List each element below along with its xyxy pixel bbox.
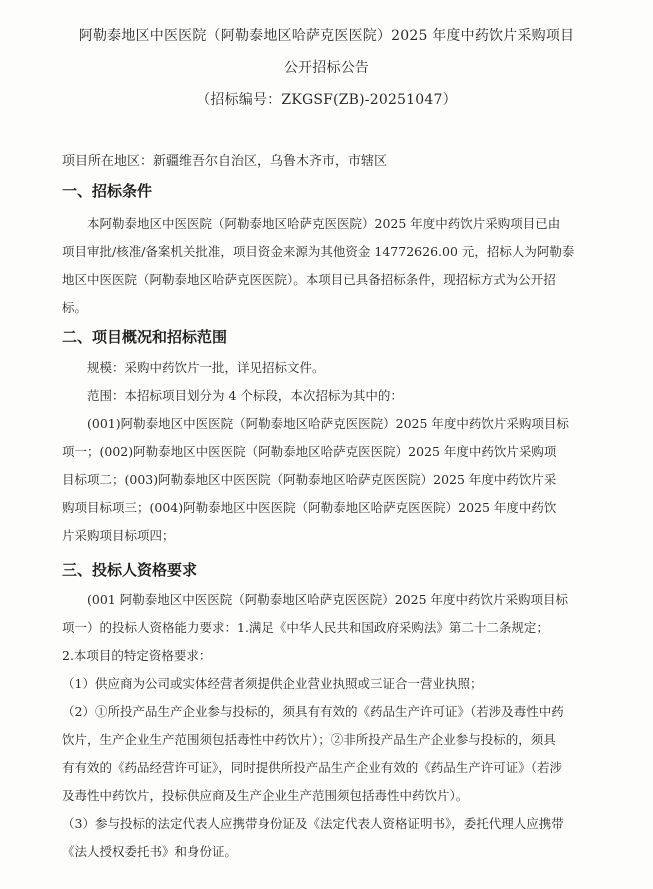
tender-number: （招标编号：ZKGSF(ZB)-20251047） bbox=[196, 92, 457, 108]
scale-line: 规模：采购中药饮片一批，详见招标文件。 bbox=[87, 360, 325, 375]
section-3-line: （2）①所投产品生产企业参与投标的，须具有有效的《药品生产许可证》（若涉及毒性中药 bbox=[62, 704, 564, 719]
section-3-heading: 三、投标人资格要求 bbox=[62, 561, 198, 579]
section-3-line: （1）供应商为公司或实体经营者须提供企业营业执照或三证合一营业执照； bbox=[62, 676, 483, 691]
project-location: 项目所在地区：新疆维吾尔自治区，乌鲁木齐市，市辖区 bbox=[62, 154, 388, 169]
section-3-line: 2.本项目的特定资格要求： bbox=[62, 648, 212, 663]
section-3-line: 及毒性中药饮片，投标供应商及生产企业生产范围须包括毒性中药饮片）。 bbox=[62, 788, 469, 803]
section-1-line: 地区中医医院（阿勒泰地区哈萨克医医院）。本项目已具备招标条件，现招标方式为公开招 bbox=[62, 272, 556, 287]
lots-line: (001)阿勒泰地区中医医院（阿勒泰地区哈萨克医医院）2025 年度中药饮片采购项目标 bbox=[87, 416, 569, 431]
title-line-2: 公开招标公告 bbox=[283, 60, 370, 76]
section-1-line: 项目审批/核准/备案机关批准，项目资金来源为其他资金 14772626.00 元，招标人为阿勒泰 bbox=[62, 244, 575, 259]
section-3-line: (001 阿勒泰地区中医医院（阿勒泰地区哈萨克医医院）2025 年度中药饮片采购项目标 bbox=[87, 592, 568, 607]
scope-line: 范围：本招标项目划分为 4 个标段，本次招标为其中的： bbox=[87, 388, 403, 403]
lots-line: 目标项二；(003)阿勒泰地区中医医院（阿勒泰地区哈萨克医医院）2025 年度中药饮片采 bbox=[62, 472, 557, 487]
section-3-line: 有有效的《药品经营许可证》，同时提供所投产品生产企业有效的《药品生产许可证》（若涉 bbox=[62, 760, 563, 775]
section-2-heading: 二、项目概况和招标范围 bbox=[62, 328, 228, 346]
section-3-line: 项一）的投标人资格能力要求：1.满足《中华人民共和国政府采购法》第二十二条规定； bbox=[62, 620, 549, 635]
section-3-line: 饮片，生产企业生产范围须包括毒性中药饮片）；②非所投产品生产企业参与投标的，须具 bbox=[62, 732, 556, 747]
section-1-line: 本阿勒泰地区中医医院（阿勒泰地区哈萨克医医院）2025 年度中药饮片采购项目已由 bbox=[87, 216, 561, 231]
section-1-body bbox=[62, 210, 602, 322]
section-1-line: 标。 bbox=[62, 300, 88, 315]
section-3-body bbox=[62, 586, 602, 866]
section-1-heading: 一、招标条件 bbox=[62, 182, 153, 200]
section-3-line: （3）参与投标的法定代表人应携带身份证及《法定代表人资格证明书》，委托代理人应携带 bbox=[62, 816, 564, 831]
document-title bbox=[0, 20, 653, 116]
title-line-1: 阿勒泰地区中医医院（阿勒泰地区哈萨克医医院）2025 年度中药饮片采购项目 bbox=[78, 28, 575, 44]
section-2-body bbox=[62, 354, 602, 550]
lots-line: 片采购项目标项四； bbox=[62, 528, 175, 543]
lots-line: 项一；(002)阿勒泰地区中医医院（阿勒泰地区哈萨克医医院）2025 年度中药饮片采购项 bbox=[62, 444, 557, 459]
section-3-line: 《法人授权委托书》和身份证。 bbox=[62, 844, 238, 859]
lots-line: 购项目标项三；(004)阿勒泰地区中医医院（阿勒泰地区哈萨克医医院）2025 年度中药饮 bbox=[62, 500, 557, 515]
